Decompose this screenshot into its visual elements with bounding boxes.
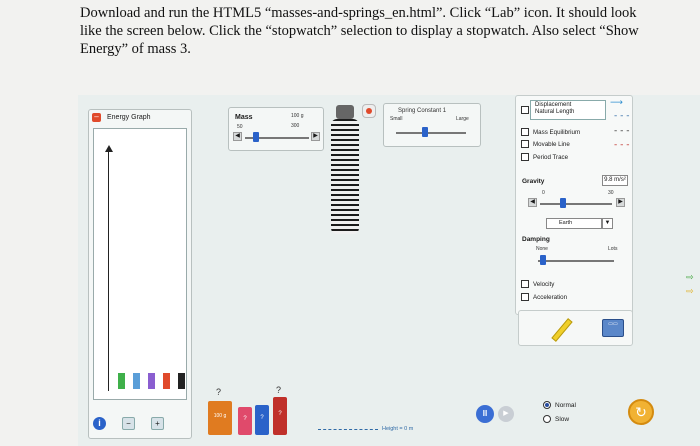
mass-equilibrium-label: Mass Equilibrium xyxy=(533,128,581,136)
natural-length-line-icon: - - - xyxy=(614,111,630,121)
energy-bar-labels xyxy=(118,373,185,389)
total-energy-label xyxy=(178,373,185,389)
mass-slider-panel xyxy=(228,107,324,151)
natural-length-label: Natural Length xyxy=(535,109,575,115)
thermal-energy-label xyxy=(163,373,170,389)
gravity-label: Gravity xyxy=(522,178,545,185)
y-axis xyxy=(108,151,109,391)
tools-panel xyxy=(518,310,633,346)
mass-100g-label: 100 g xyxy=(213,413,227,419)
spring-small-label: Small xyxy=(390,116,403,122)
spring-constant-label: Spring Constant 1 xyxy=(398,108,447,114)
collapse-icon[interactable]: – xyxy=(92,113,101,122)
displacement-checkbox[interactable] xyxy=(521,106,529,114)
mystery-mass-blue[interactable] xyxy=(255,405,269,435)
graph-controls xyxy=(89,417,191,430)
acceleration-label: Acceleration xyxy=(533,293,568,301)
acceleration-checkbox[interactable] xyxy=(521,293,529,301)
mass-hook: ? xyxy=(216,387,222,397)
mystery-mass-red[interactable] xyxy=(273,397,287,435)
pause-button[interactable]: II xyxy=(476,405,494,423)
planet-select[interactable]: Earth xyxy=(546,218,602,229)
ruler-icon[interactable] xyxy=(551,318,572,342)
mystery-mass-blue-label: ? xyxy=(260,415,264,421)
acceleration-arrow-icon: ⇨ xyxy=(686,287,694,297)
mass-value: 100 g xyxy=(291,113,304,119)
damping-slider-track[interactable] xyxy=(538,260,614,262)
mass-label: Mass xyxy=(235,114,253,121)
speed-slow-radio[interactable] xyxy=(543,415,551,423)
movable-line-icon: - - - xyxy=(614,140,630,150)
gravity-decrease-button[interactable]: ◀ xyxy=(528,198,537,207)
height-reference-line[interactable] xyxy=(318,429,378,430)
gravity-slider-track[interactable] xyxy=(540,203,612,205)
gravity-value: 9.8 m/s² xyxy=(602,175,628,186)
movable-line-checkbox[interactable] xyxy=(521,140,529,148)
mass-hook: ? xyxy=(276,385,282,395)
mass-decrease-button[interactable]: ◀ xyxy=(233,132,242,141)
y-axis-arrow-icon xyxy=(105,145,113,152)
period-trace-option[interactable] xyxy=(521,153,568,161)
info-icon[interactable]: i xyxy=(93,417,106,430)
gravity-min-label: 0 xyxy=(542,190,545,196)
reset-all-button[interactable]: ↻ xyxy=(628,399,654,425)
spring-constant-panel xyxy=(383,103,481,147)
height-readout: Height = 0 m xyxy=(382,426,414,432)
mass-max-label: 300 xyxy=(291,123,300,129)
mass-increase-button[interactable]: ▶ xyxy=(311,132,320,141)
mass-100g[interactable] xyxy=(208,401,232,435)
spring-hanger xyxy=(336,105,354,119)
damping-label: Damping xyxy=(522,236,550,243)
kinetic-energy-label xyxy=(118,373,125,389)
spring xyxy=(331,119,359,234)
mystery-mass-pink[interactable] xyxy=(238,407,252,435)
options-panel xyxy=(515,95,633,315)
stopwatch-icon[interactable]: ▭▭ xyxy=(602,319,624,337)
speed-normal-option[interactable] xyxy=(543,401,576,409)
spring-large-label: Large xyxy=(456,116,469,122)
step-forward-button[interactable]: ▶ xyxy=(498,406,514,422)
spring-constant-slider-track[interactable] xyxy=(396,132,466,134)
gravity-slider-thumb[interactable] xyxy=(560,198,566,208)
velocity-arrow-icon: ⇨ xyxy=(686,273,694,283)
mass-equilibrium-checkbox[interactable] xyxy=(521,128,529,136)
damping-min-label: None xyxy=(536,246,548,252)
instructions-text: Download and run the HTML5 “masses-and-springs_en.html”. Click “Lab” icon. It should look like the screen below. Click the “stopwatch” selection to display a stopwatch. Also select “Show Energy” of mass 3. xyxy=(80,5,639,57)
velocity-option[interactable] xyxy=(521,280,554,288)
energy-graph-panel xyxy=(88,109,192,439)
energy-graph-title: Energy Graph xyxy=(107,113,151,121)
gravitational-energy-label xyxy=(133,373,140,389)
movable-line-option[interactable] xyxy=(521,140,570,148)
velocity-label: Velocity xyxy=(533,280,555,288)
displacement-label: Displacement xyxy=(535,102,572,108)
equilibrium-line-icon: - - - xyxy=(614,126,630,136)
damping-max-label: Lots xyxy=(608,246,618,252)
spring-reset-icon[interactable] xyxy=(362,104,376,118)
simulation-screen xyxy=(78,95,700,446)
speed-slow-label: Slow xyxy=(555,415,570,423)
speed-normal-radio[interactable] xyxy=(543,401,551,409)
movable-line-label: Movable Line xyxy=(533,140,570,148)
mystery-mass-red-label: ? xyxy=(278,411,282,417)
gravity-increase-button[interactable]: ▶ xyxy=(616,198,625,207)
mass-equilibrium-option[interactable] xyxy=(521,128,580,136)
speed-slow-option[interactable] xyxy=(543,415,569,423)
period-trace-label: Period Trace xyxy=(533,153,569,161)
mystery-mass-pink-label: ? xyxy=(243,416,247,422)
gravity-max-label: 30 xyxy=(608,190,614,196)
velocity-checkbox[interactable] xyxy=(521,280,529,288)
displacement-arrow-icon: ⟶ xyxy=(610,98,623,108)
period-trace-checkbox[interactable] xyxy=(521,153,529,161)
damping-slider-thumb[interactable] xyxy=(540,255,546,265)
energy-graph-area xyxy=(93,128,187,400)
displacement-group xyxy=(530,100,606,120)
speed-normal-label: Normal xyxy=(555,401,576,409)
acceleration-option[interactable] xyxy=(521,293,567,301)
zoom-out-icon[interactable]: − xyxy=(122,417,135,430)
zoom-in-icon[interactable]: + xyxy=(151,417,164,430)
spring-constant-slider-thumb[interactable] xyxy=(422,127,428,137)
mass-min-label: 50 xyxy=(237,124,243,130)
mass-slider-thumb[interactable] xyxy=(253,132,259,142)
elastic-energy-label xyxy=(148,373,155,389)
chevron-down-icon[interactable]: ▼ xyxy=(602,218,613,229)
energy-graph-header[interactable] xyxy=(89,110,191,124)
